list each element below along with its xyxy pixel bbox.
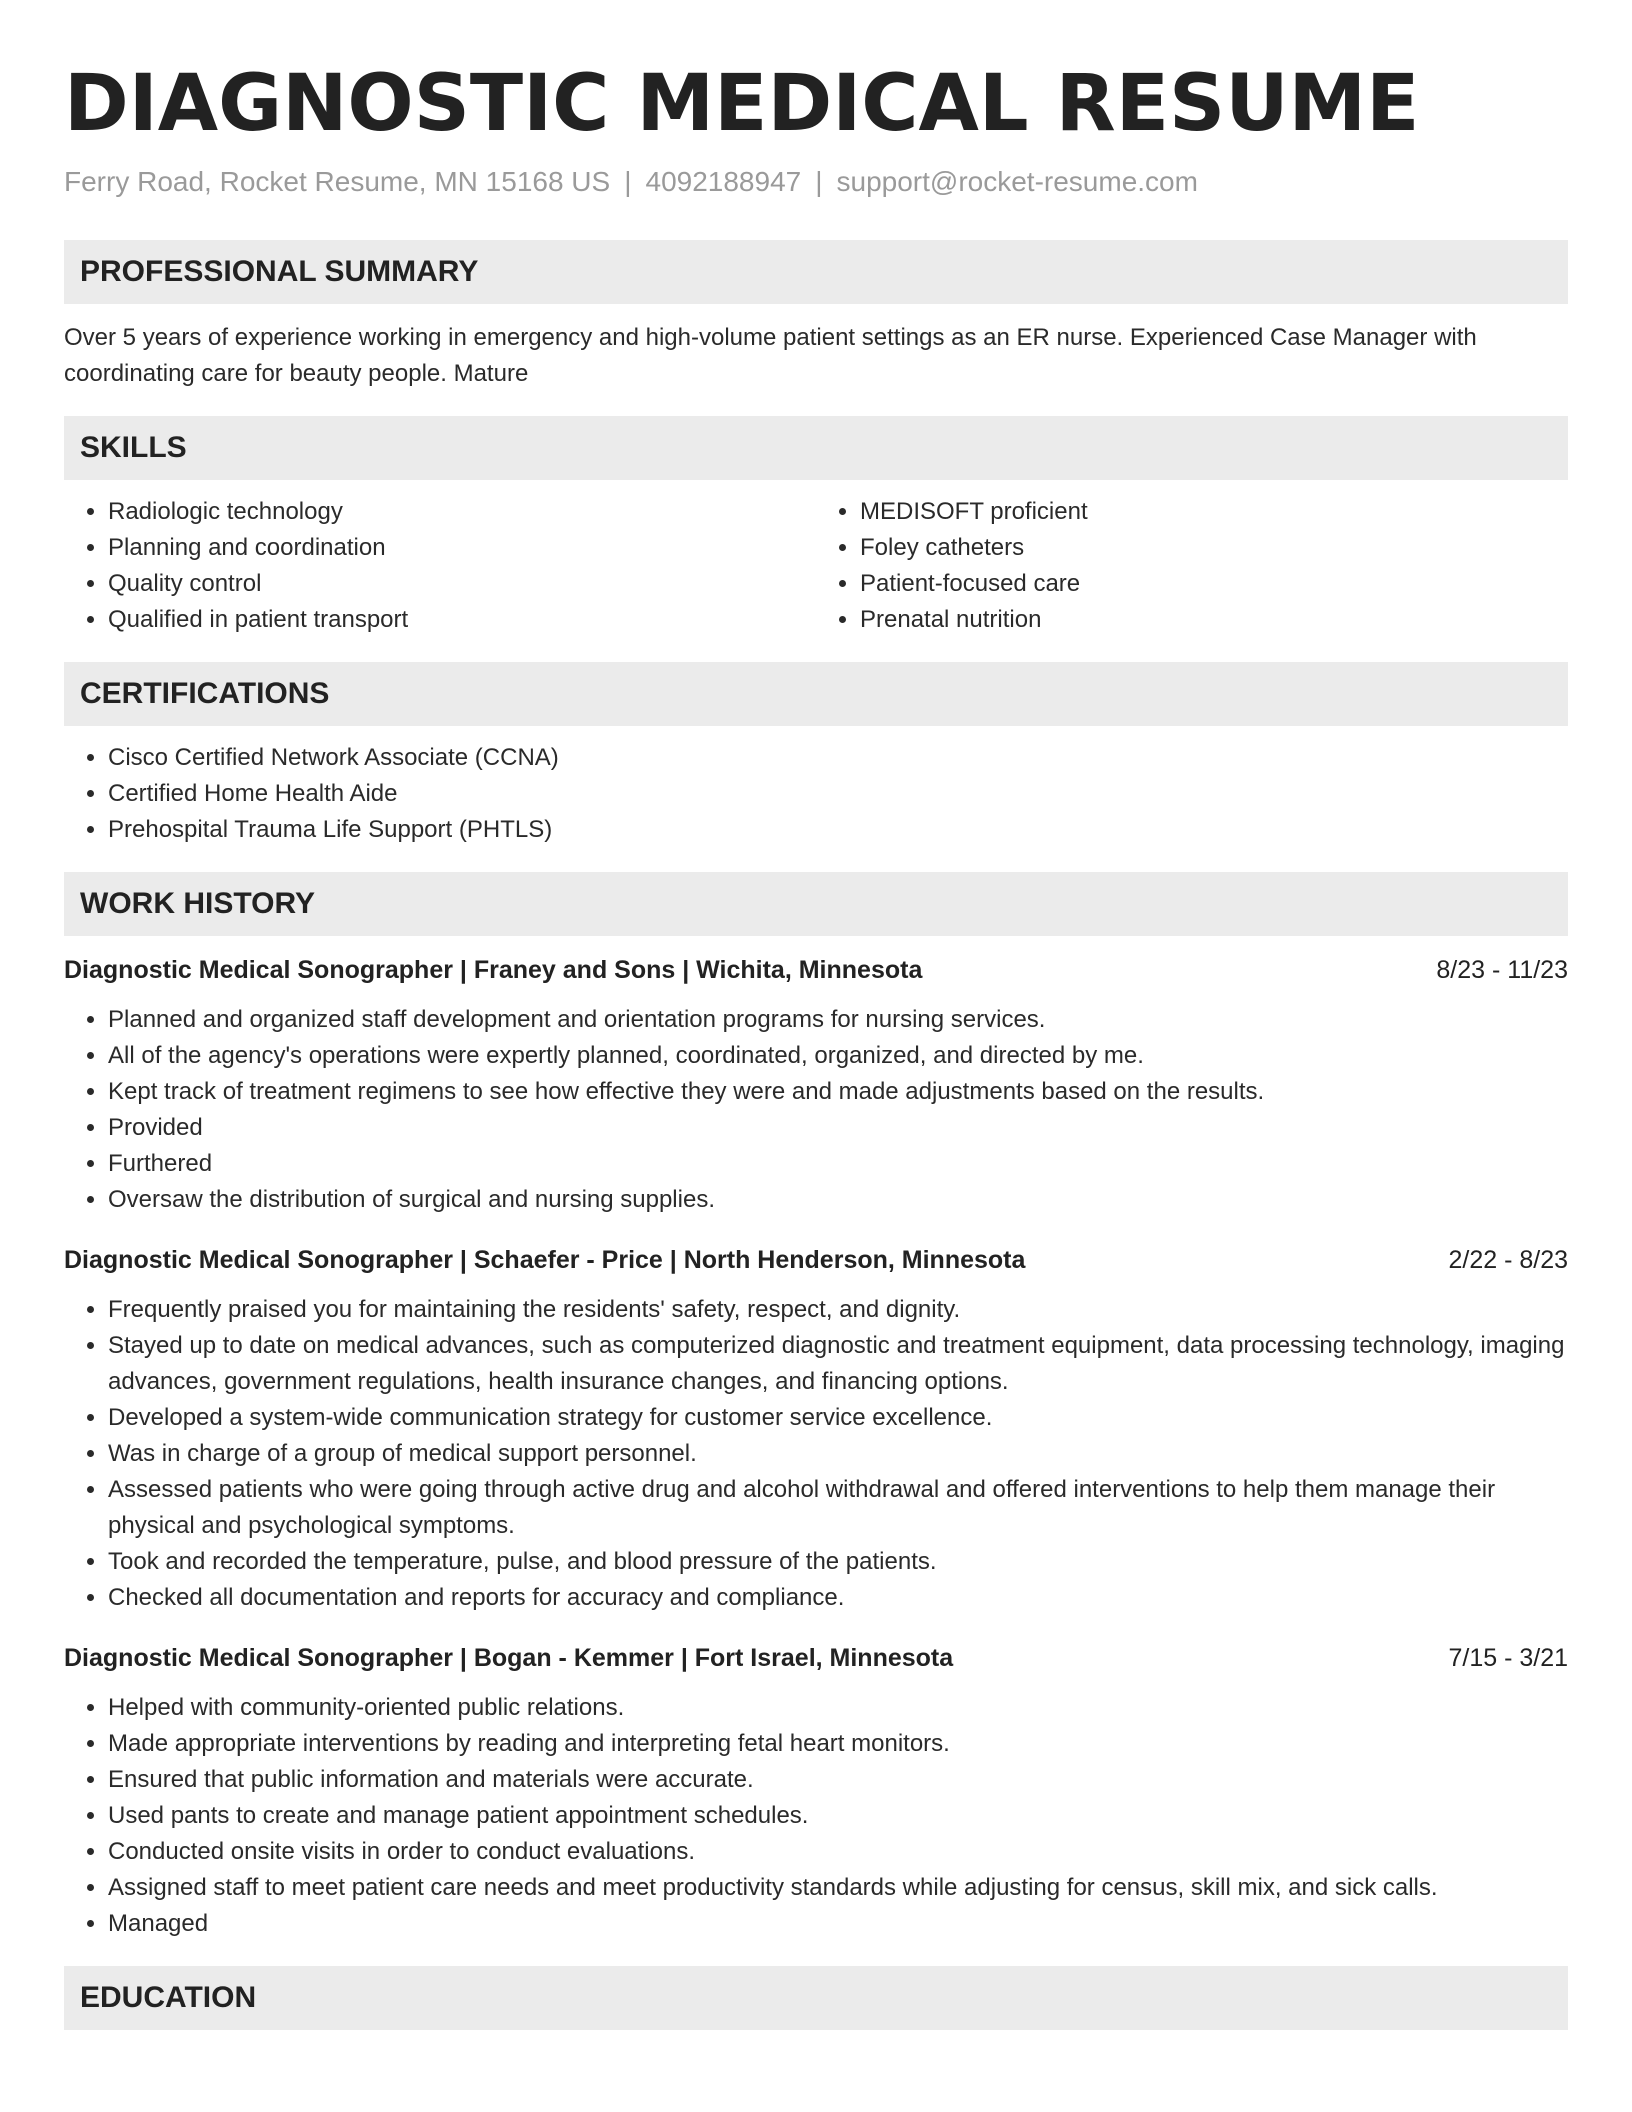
contact-line bbox=[64, 164, 1568, 200]
job-bullet: • Checked all documentation and reports for accuracy and compliance. bbox=[108, 1580, 1568, 1616]
job-bullet: • Developed a system-wide communication strategy for customer service excellence. bbox=[108, 1400, 1568, 1436]
contact-email: support@rocket-resume.com bbox=[836, 166, 1198, 197]
job-bullet: • Kept track of treatment regimens to see how effective they were and made adjustments based on the results. bbox=[108, 1074, 1568, 1110]
contact-phone: 4092188947 bbox=[645, 166, 802, 197]
skill-item: • Patient-focused care bbox=[860, 566, 1568, 602]
job-header bbox=[64, 1640, 1568, 1676]
certification-item: • Cisco Certified Network Associate (CCNA) bbox=[108, 740, 1568, 776]
job-bullet: • Conducted onsite visits in order to conduct evaluations. bbox=[108, 1834, 1568, 1870]
certifications-list bbox=[64, 740, 1568, 848]
education-heading: EDUCATION bbox=[64, 1966, 1568, 2030]
skill-item: • Foley catheters bbox=[860, 530, 1568, 566]
job-bullets bbox=[64, 1690, 1568, 1942]
job-title: Diagnostic Medical Sonographer | Schaefer - Price | North Henderson, Minnesota bbox=[64, 1246, 1026, 1274]
certifications-heading: CERTIFICATIONS bbox=[64, 662, 1568, 726]
skills-heading: SKILLS bbox=[64, 416, 1568, 480]
summary-text: Over 5 years of experience working in emergency and high-volume patient settings as an ER nurse. Experienced Case Manager with coordinating care for beauty people. Mature bbox=[64, 324, 1477, 387]
job-bullet: • Provided bbox=[108, 1110, 1568, 1146]
skill-item: • Prenatal nutrition bbox=[860, 602, 1568, 638]
skills-list-left bbox=[64, 494, 816, 638]
job-dates: 2/22 - 8/23 bbox=[1448, 1246, 1568, 1274]
job-bullet: • Was in charge of a group of medical support personnel. bbox=[108, 1436, 1568, 1472]
job-bullet: • Used pants to create and manage patient appointment schedules. bbox=[108, 1798, 1568, 1834]
job-bullet: • Ensured that public information and materials were accurate. bbox=[108, 1762, 1568, 1798]
job-entry bbox=[64, 1242, 1568, 1616]
job-bullet: • Helped with community-oriented public relations. bbox=[108, 1690, 1568, 1726]
job-bullets bbox=[64, 1292, 1568, 1616]
contact-address: Ferry Road, Rocket Resume, MN 15168 US bbox=[64, 166, 611, 197]
job-bullet: • Furthered bbox=[108, 1146, 1568, 1182]
job-title: Diagnostic Medical Sonographer | Franey and Sons | Wichita, Minnesota bbox=[64, 956, 923, 984]
skill-item: • MEDISOFT proficient bbox=[860, 494, 1568, 530]
skill-item: • Qualified in patient transport bbox=[108, 602, 816, 638]
job-bullet: • Assigned staff to meet patient care needs and meet productivity standards while adjusting for census, skill mix, and sick calls. bbox=[108, 1870, 1568, 1906]
job-entry bbox=[64, 952, 1568, 1218]
certification-item: • Certified Home Health Aide bbox=[108, 776, 1568, 812]
job-bullet: • Oversaw the distribution of surgical and nursing supplies. bbox=[108, 1182, 1568, 1218]
summary-heading: PROFESSIONAL SUMMARY bbox=[64, 240, 1568, 304]
job-bullet: • Took and recorded the temperature, pulse, and blood pressure of the patients. bbox=[108, 1544, 1568, 1580]
job-dates: 7/15 - 3/21 bbox=[1448, 1644, 1568, 1672]
job-bullet: • Assessed patients who were going through active drug and alcohol withdrawal and offered interventions to help them manage their physical and psychological symptoms. bbox=[108, 1472, 1568, 1544]
certification-item: • Prehospital Trauma Life Support (PHTLS) bbox=[108, 812, 1568, 848]
job-header bbox=[64, 1242, 1568, 1278]
skill-item: • Quality control bbox=[108, 566, 816, 602]
job-bullet: • Made appropriate interventions by reading and interpreting fetal heart monitors. bbox=[108, 1726, 1568, 1762]
job-bullets bbox=[64, 1002, 1568, 1218]
resume-title: DIAGNOSTIC MEDICAL RESUME bbox=[64, 59, 1420, 149]
skills-columns bbox=[64, 480, 1568, 638]
job-bullet: • Frequently praised you for maintaining the residents' safety, respect, and dignity. bbox=[108, 1292, 1568, 1328]
skills-list-right bbox=[816, 494, 1568, 638]
contact-separator: | bbox=[815, 166, 823, 197]
job-title: Diagnostic Medical Sonographer | Bogan - Kemmer | Fort Israel, Minnesota bbox=[64, 1644, 954, 1672]
job-dates: 8/23 - 11/23 bbox=[1436, 956, 1568, 984]
job-bullet: • Planned and organized staff development and orientation programs for nursing services. bbox=[108, 1002, 1568, 1038]
job-header bbox=[64, 952, 1568, 988]
job-bullet: • Stayed up to date on medical advances, such as computerized diagnostic and treatment equipment, data processing technology, imaging advances, government regulations, health insurance changes, and financing options. bbox=[108, 1328, 1568, 1400]
job-entry bbox=[64, 1640, 1568, 1942]
contact-separator: | bbox=[624, 166, 632, 197]
skill-item: • Radiologic technology bbox=[108, 494, 816, 530]
work-history-heading: WORK HISTORY bbox=[64, 872, 1568, 936]
skill-item: • Planning and coordination bbox=[108, 530, 816, 566]
job-bullet: • Managed bbox=[108, 1906, 1568, 1942]
job-bullet: • All of the agency's operations were expertly planned, coordinated, organized, and directed by me. bbox=[108, 1038, 1568, 1074]
